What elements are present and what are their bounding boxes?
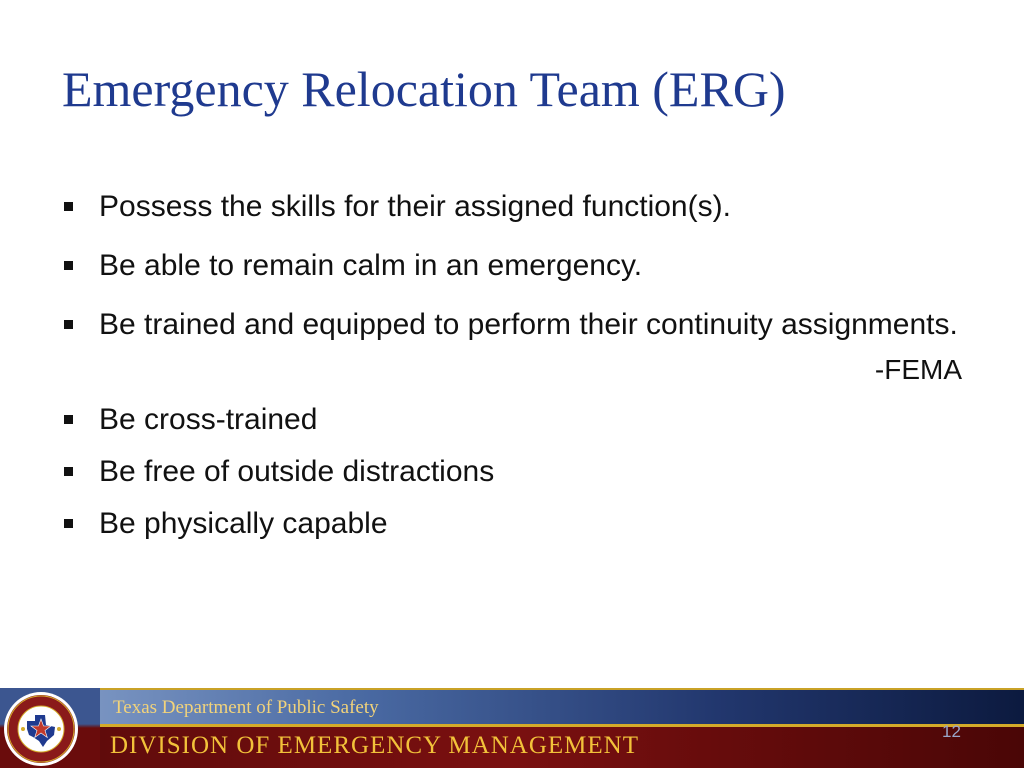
bullet-item: [62, 247, 962, 284]
square-bullet-icon: [64, 261, 73, 270]
bullet-list: [62, 188, 962, 542]
bullet-item: [62, 505, 962, 542]
bullet-text: Be physically capable: [99, 507, 388, 540]
bullet-text: Be trained and equipped to perform their continuity assignments.: [99, 308, 958, 341]
department-name: Texas Department of Public Safety: [113, 697, 379, 718]
bullet-item: [62, 401, 962, 438]
square-bullet-icon: [64, 415, 73, 424]
bullet-text: Be free of outside distractions: [99, 455, 495, 488]
bullet-item: [62, 453, 962, 490]
page-number: 12: [942, 722, 961, 741]
bullet-text: Be cross-trained: [99, 403, 318, 436]
bullet-item: [62, 188, 962, 225]
slide-title: Emergency Relocation Team (ERG): [62, 61, 786, 117]
bullet-text: Possess the skills for their assigned function(s).: [99, 190, 731, 223]
footer-gold-rule: [100, 688, 1024, 690]
square-bullet-icon: [64, 519, 73, 528]
square-bullet-icon: [64, 202, 73, 211]
division-name: DIVISION OF EMERGENCY MANAGEMENT: [110, 732, 639, 759]
footer-banner: [0, 688, 1024, 768]
bullet-item: [62, 306, 962, 343]
square-bullet-icon: [64, 467, 73, 476]
texas-dps-seal-icon: [3, 691, 79, 767]
attribution: -FEMA: [874, 354, 962, 385]
bullet-text: Be able to remain calm in an emergency.: [99, 249, 643, 282]
square-bullet-icon: [64, 320, 73, 329]
